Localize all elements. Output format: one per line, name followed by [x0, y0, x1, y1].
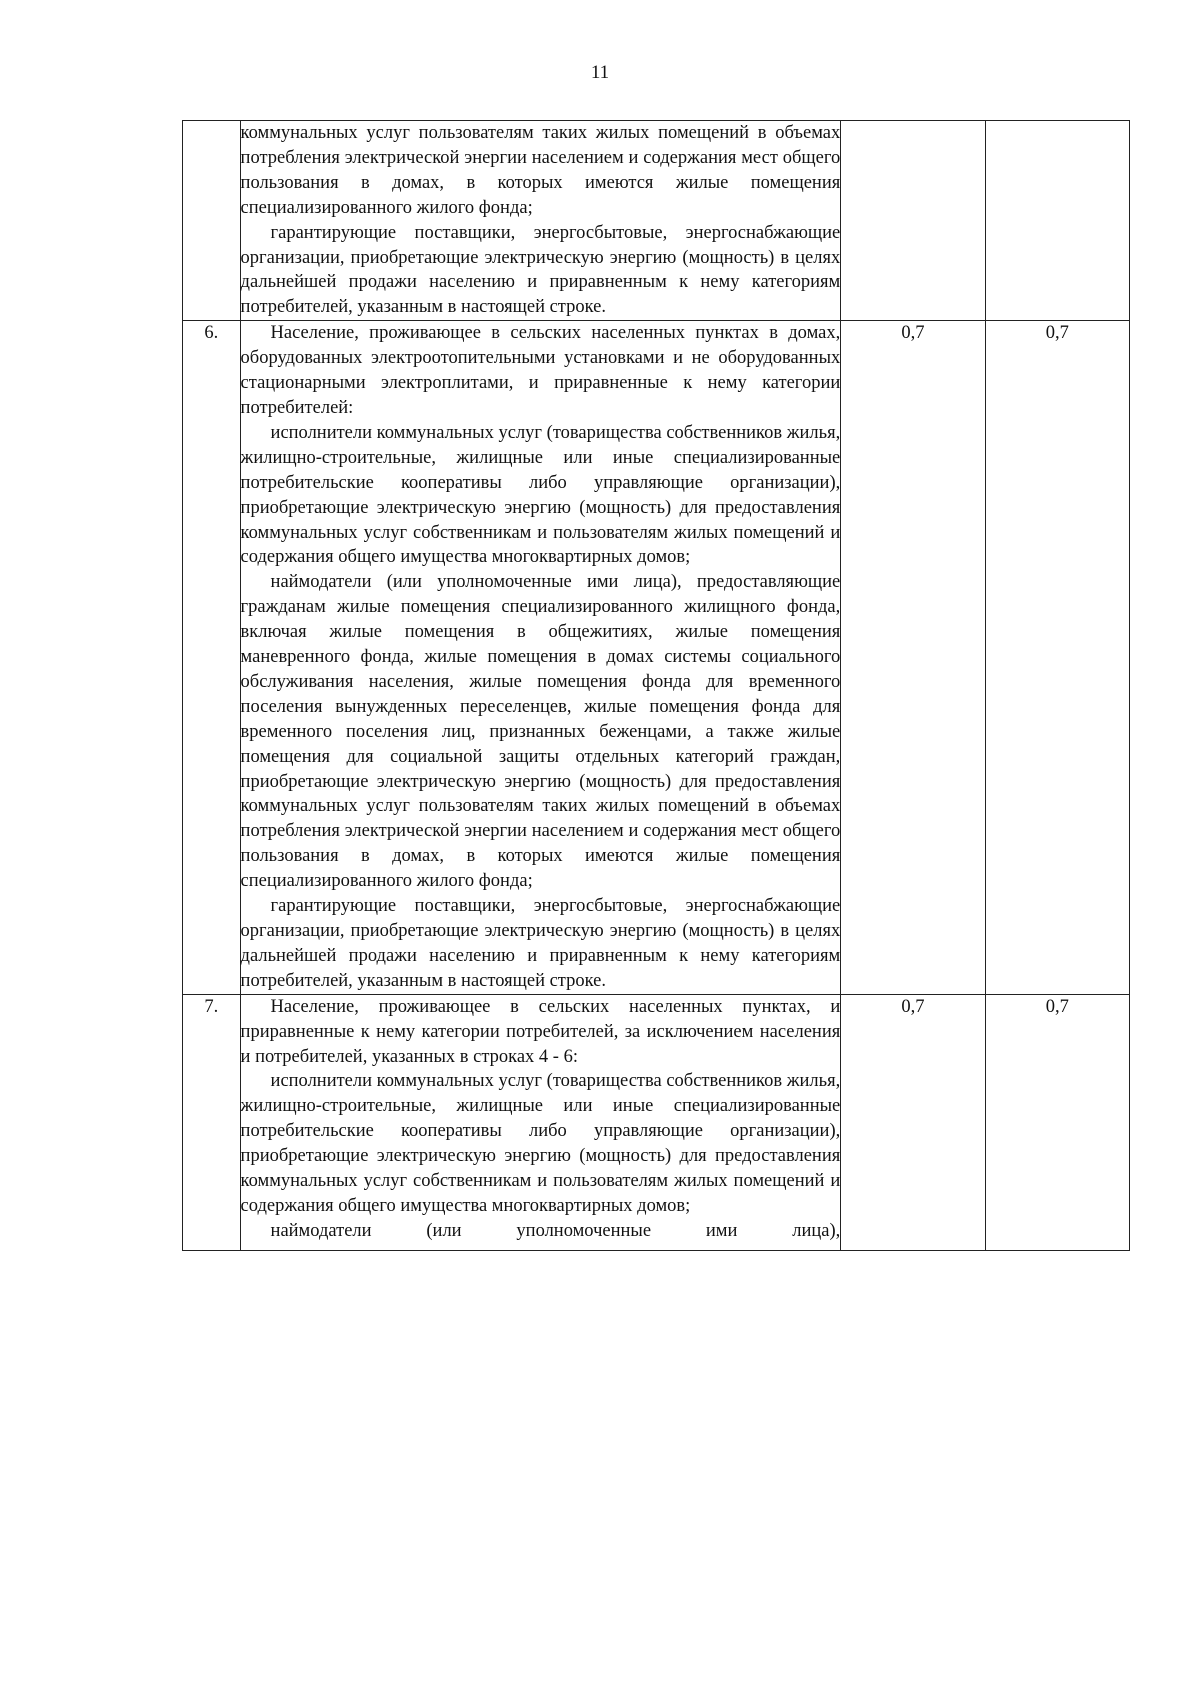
row-description: [240, 994, 841, 1250]
paragraph: гарантирующие поставщики, энергосбытовые, энергоснабжающие организации, приобретающие электрическую энергию (мощность) в целях дальнейшей продажи населению и приравненным к нему категориям потребителей, указанным в настоящей строке.: [240, 222, 841, 318]
row-number: 7.: [183, 994, 241, 1250]
value-column-2: 0,7: [985, 321, 1129, 994]
paragraph: наймодатели (или уполномоченные ими лица), предоставляющие гражданам жилые помещения специализированного жилищного фонда, включая жилые помещения в общежитиях, жилые помещения маневренного фонда, жилые помещения в домах системы социального обслуживания населения, жилые помещения фонда для временного поселения вынужденных переселенцев, жилые помещения фонда для временного поселения лиц, признанных беженцами, а также жилые помещения для социальной защиты отдельных категорий граждан, приобретающие электрическую энергию (мощность) для предоставления коммунальных услуг пользователям таких жилых помещений в объемах потребления электрической энергии населением и содержания мест общего пользования в домах, в которых имеются жилые помещения специализированного жилого фонда;: [240, 572, 841, 892]
value-column-1: 0,7: [841, 994, 985, 1250]
paragraph: Население, проживающее в сельских населенных пунктах в домах, оборудованных электроотопительными установками и не оборудованных стационарными электроплитами, и приравненные к нему категории потребителей:: [240, 323, 841, 418]
value-column-1: 0,7: [841, 321, 985, 994]
value-column-1: [841, 121, 985, 321]
paragraph: исполнители коммунальных услуг (товарищества собственников жилья, жилищно-строительные, жилищные или иные специализированные потребительские кооперативы либо управляющие организации), приобретающие электрическую энергию (мощность) для предоставления коммунальных услуг собственникам и пользователям жилых помещений и содержания общего имущества многоквартирных домов;: [240, 422, 841, 568]
paragraph: наймодатели (или уполномоченные ими лица),: [270, 1220, 841, 1241]
table-row: [183, 321, 1130, 994]
value-column-2: 0,7: [985, 994, 1129, 1250]
row-number: [183, 121, 241, 321]
tariff-table: [182, 120, 1130, 1251]
page-number: 11: [590, 62, 610, 83]
paragraph: гарантирующие поставщики, энергосбытовые, энергоснабжающие организации, приобретающие электрическую энергию (мощность) в целях дальнейшей продажи населению и приравненным к нему категориям потребителей, указанным в настоящей строке.: [240, 896, 841, 991]
table-row: [183, 994, 1130, 1250]
row-description: [240, 321, 841, 994]
row-description: [240, 121, 841, 321]
paragraph: Население, проживающее в сельских населенных пунктах, и приравненные к нему категории потребителей, за исключением населения и потребителей, указанных в строках 4 - 6:: [240, 996, 841, 1067]
table-row: [183, 121, 1130, 321]
paragraph: исполнители коммунальных услуг (товарищества собственников жилья, жилищно-строительные, жилищные или иные специализированные потребительские кооперативы либо управляющие организации), приобретающие электрическую энергию (мощность) для предоставления коммунальных услуг собственникам и пользователям жилых помещений и содержания общего имущества многоквартирных домов;: [240, 1071, 841, 1216]
paragraph: коммунальных услуг пользователям таких жилых помещений в объемах потребления электрической энергии населением и содержания мест общего пользования в домах, в которых имеются жилые помещения специализированного жилого фонда;: [240, 123, 841, 218]
value-column-2: [985, 121, 1129, 321]
row-number: 6.: [183, 321, 241, 994]
